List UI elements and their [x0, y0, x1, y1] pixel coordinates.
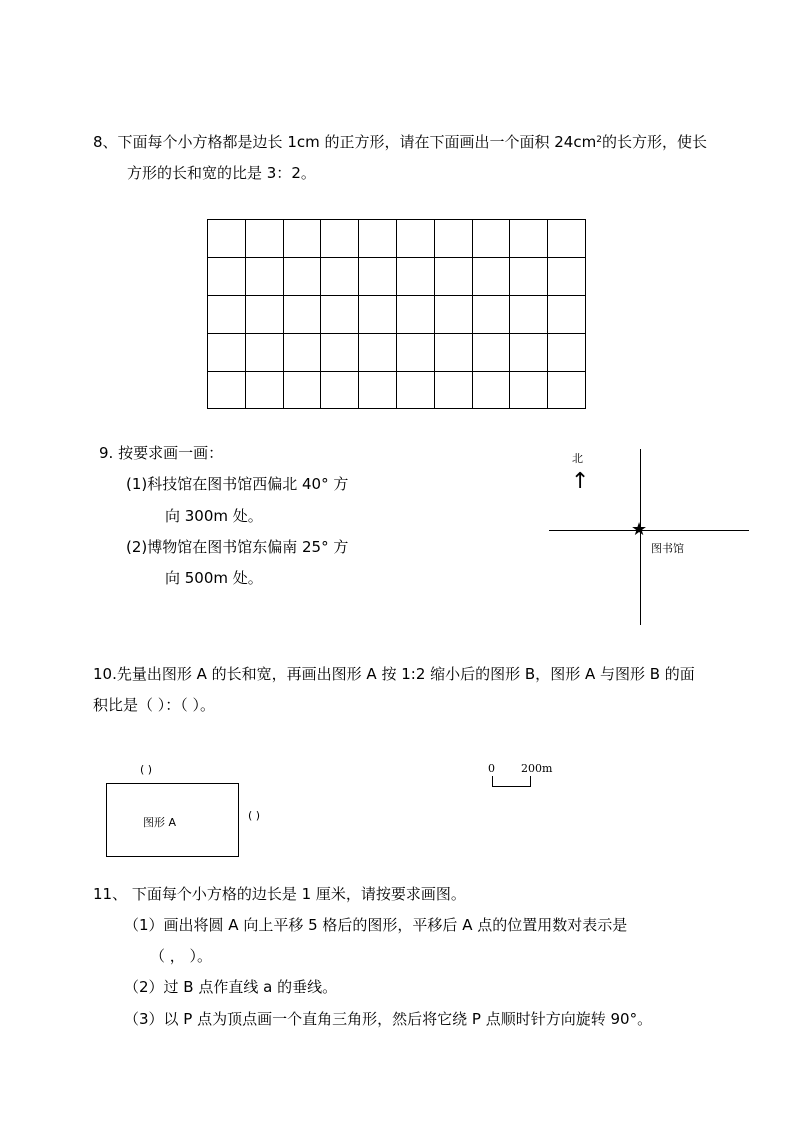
grid-row	[208, 257, 586, 295]
q8-text-line1	[93, 132, 707, 152]
grid-cell[interactable]	[472, 220, 510, 258]
q9-item1-line1: (1)科技馆在图书馆西偏北 40° 方	[126, 475, 349, 493]
grid-cell[interactable]	[321, 371, 359, 409]
grid-cell[interactable]	[396, 220, 434, 258]
grid-cell[interactable]	[510, 295, 548, 333]
grid-cell[interactable]	[245, 257, 283, 295]
grid-row	[208, 333, 586, 371]
q10-text-line1: 10.先量出图形 A 的长和宽，再画出图形 A 按 1:2 缩小后的图形 B，图形 A 与图形 B 的面	[93, 665, 695, 683]
grid-row	[208, 220, 586, 258]
grid-cell[interactable]	[434, 371, 472, 409]
grid-cell[interactable]	[321, 257, 359, 295]
grid-cell[interactable]	[359, 295, 397, 333]
q11-item1-line2: （ ， ）。	[150, 947, 213, 965]
q9-title: 9. 按要求画一画：	[99, 444, 224, 462]
grid-cell[interactable]	[434, 295, 472, 333]
grid-row	[208, 295, 586, 333]
grid-cell[interactable]	[283, 371, 321, 409]
q8-text-line2: 方形的长和宽的比是 3：2。	[127, 164, 316, 182]
grid-cell[interactable]	[283, 220, 321, 258]
grid-cell[interactable]	[245, 295, 283, 333]
grid-cell[interactable]	[510, 220, 548, 258]
q11-title: 11、 下面每个小方格的边长是 1 厘米，请按要求画图。	[93, 885, 466, 903]
shape-a-label: 图形 A	[143, 816, 177, 829]
grid-cell[interactable]	[283, 295, 321, 333]
q8-line1-a: 8、下面每个小方格都是边长 1cm 的正方形，请在下面画出一个面积 24cm	[93, 133, 597, 151]
horizontal-axis-line	[549, 530, 749, 531]
grid-row	[208, 371, 586, 409]
north-label: 北	[572, 452, 583, 465]
grid-cell[interactable]	[283, 333, 321, 371]
grid-cell[interactable]	[245, 220, 283, 258]
grid-cell[interactable]	[208, 371, 246, 409]
scale-zero: 0	[488, 762, 495, 775]
north-arrow-icon: ↑	[571, 469, 590, 494]
q11-item2: （2）过 B 点作直线 a 的垂线。	[124, 978, 338, 996]
grid-cell[interactable]	[510, 333, 548, 371]
q8-square-grid[interactable]	[207, 219, 586, 409]
grid-cell[interactable]	[396, 295, 434, 333]
grid-cell[interactable]	[359, 257, 397, 295]
star-icon: ★	[631, 519, 648, 540]
grid-cell[interactable]	[548, 371, 586, 409]
grid-cell[interactable]	[472, 257, 510, 295]
grid-cell[interactable]	[472, 295, 510, 333]
q8-line1-b: 的长方形，使长	[601, 133, 707, 151]
grid-cell[interactable]	[548, 333, 586, 371]
q9-item2-line2: 向 500m 处。	[165, 569, 263, 587]
shape-a-top-blank: ( )	[140, 763, 153, 776]
grid-cell[interactable]	[359, 220, 397, 258]
grid-cell[interactable]	[434, 333, 472, 371]
grid-cell[interactable]	[396, 371, 434, 409]
grid-cell[interactable]	[208, 257, 246, 295]
grid-cell[interactable]	[283, 257, 321, 295]
q8-superscript: 2	[596, 135, 602, 145]
grid-cell[interactable]	[321, 220, 359, 258]
grid-cell[interactable]	[396, 257, 434, 295]
grid-cell[interactable]	[434, 257, 472, 295]
grid-cell[interactable]	[208, 220, 246, 258]
scale-value: 200m	[521, 762, 553, 775]
q10-text-line2: 积比是（ ）：（ ）。	[93, 696, 216, 714]
q9-item1-line2: 向 300m 处。	[165, 507, 263, 525]
grid-cell[interactable]	[245, 333, 283, 371]
grid-cell[interactable]	[472, 333, 510, 371]
grid-cell[interactable]	[321, 295, 359, 333]
grid-cell[interactable]	[434, 220, 472, 258]
q11-item3: （3）以 P 点为顶点画一个直角三角形，然后将它绕 P 点顺时针方向旋转 90°。	[124, 1010, 653, 1028]
grid-cell[interactable]	[208, 295, 246, 333]
library-label: 图书馆	[651, 542, 684, 555]
grid-cell[interactable]	[548, 220, 586, 258]
grid-cell[interactable]	[359, 333, 397, 371]
grid-cell[interactable]	[245, 371, 283, 409]
q9-item2-line1: (2)博物馆在图书馆东偏南 25° 方	[126, 538, 349, 556]
grid-cell[interactable]	[359, 371, 397, 409]
shape-a-side-blank: ( )	[248, 809, 261, 822]
q11-item1-line1: （1）画出将圆 A 向上平移 5 格后的图形，平移后 A 点的位置用数对表示是	[124, 916, 628, 934]
grid-cell[interactable]	[208, 333, 246, 371]
grid-cell[interactable]	[548, 295, 586, 333]
grid-cell[interactable]	[510, 371, 548, 409]
scale-base-line	[492, 786, 531, 787]
grid-cell[interactable]	[396, 333, 434, 371]
grid-cell[interactable]	[510, 257, 548, 295]
grid-cell[interactable]	[472, 371, 510, 409]
grid-cell[interactable]	[548, 257, 586, 295]
grid-cell[interactable]	[321, 333, 359, 371]
